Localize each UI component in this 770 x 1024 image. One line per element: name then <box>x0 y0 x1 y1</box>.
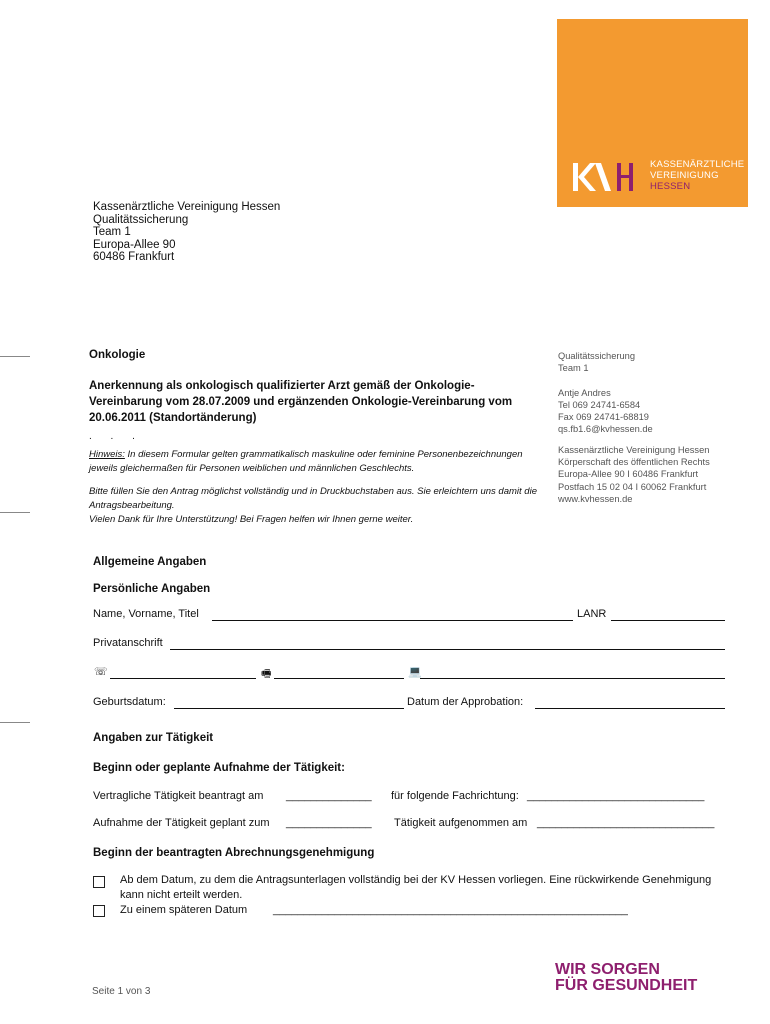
kv-logo-text <box>650 159 744 192</box>
specialty-field[interactable]: _____________________________ <box>527 790 705 802</box>
option2-checkbox[interactable] <box>93 905 105 917</box>
lanr-field[interactable] <box>611 620 725 621</box>
option2-label: Zu einem späteren Datum <box>120 904 248 916</box>
slogan-line-1: WIR SORGEN <box>555 961 660 978</box>
gender-note <box>89 448 549 476</box>
fax-field[interactable] <box>274 678 404 679</box>
logo-line-2: VEREINIGUNG <box>650 170 719 181</box>
started-field[interactable]: _____________________________ <box>537 817 715 829</box>
logo-line-3: HESSEN <box>650 181 691 192</box>
contact-fax: Fax 069 24741-68819 <box>558 412 649 423</box>
instructions <box>89 485 549 527</box>
name-label: Name, Vorname, Titel <box>93 608 199 620</box>
address-line-1: Kassenärztliche Vereinigung Hessen <box>93 201 281 213</box>
approbation-field[interactable] <box>535 708 725 709</box>
slogan <box>555 962 697 994</box>
started-label: Tätigkeit aufgenommen am <box>394 817 528 829</box>
specialty-label: für folgende Fachrichtung: <box>391 790 519 802</box>
note-label: Hinweis: <box>89 449 125 460</box>
phone-icon: ☏ <box>94 666 108 678</box>
section-billing: Beginn der beantragten Abrechnungsgenehmigung <box>93 847 375 859</box>
contact-org-type: Körperschaft des öffentlichen Rechts <box>558 457 710 468</box>
email-icon: 💻 <box>408 666 422 678</box>
address-line-5: 60486 Frankfurt <box>93 251 175 264</box>
contact-block <box>558 350 710 505</box>
birthdate-label: Geburtsdatum: <box>93 696 166 708</box>
section-activity: Angaben zur Tätigkeit <box>93 732 214 744</box>
kv-logo <box>557 19 748 207</box>
topic-heading: Onkologie <box>89 349 146 361</box>
address-line-3: Team 1 <box>93 226 131 239</box>
contact-postbox: Postfach 15 02 04 I 60062 Frankfurt <box>558 481 707 492</box>
contact-email[interactable]: qs.fb1.6@kvhessen.de <box>558 424 653 435</box>
contact-tel: Tel 069 24741-6584 <box>558 399 641 410</box>
contact-org: Kassenärztliche Vereinigung Hessen <box>558 444 710 455</box>
lanr-label: LANR <box>577 608 607 620</box>
contract-applied-field[interactable]: ______________ <box>286 790 372 802</box>
name-field[interactable] <box>212 620 573 621</box>
private-address-label: Privatanschrift <box>93 637 163 649</box>
planned-field[interactable]: ______________ <box>286 817 372 829</box>
subject-heading: Anerkennung als onkologisch qualifizierter Arzt gemäß der Onkologie-Vereinbarung vom 28.07.2009 und ergänzenden Onkologie-Vereinbarung vom 20.06.2011 (Standortänderung) <box>89 380 513 424</box>
fold-mark-3 <box>0 722 30 723</box>
section-general: Allgemeine Angaben <box>93 556 207 568</box>
address-line-2: Qualitätssicherung <box>93 213 189 226</box>
birthdate-field[interactable] <box>174 708 404 709</box>
contract-applied-label: Vertragliche Tätigkeit beantragt am <box>93 790 264 802</box>
contact-team: Team 1 <box>558 363 589 374</box>
email-field[interactable] <box>420 678 725 679</box>
option1-line-1: Ab dem Datum, zu dem die Antragsunterlagen vollständig bei der KV Hessen vorliegen. Eine rückwirkende Genehmigung <box>120 874 712 886</box>
contact-web[interactable]: www.kvhessen.de <box>558 493 633 504</box>
logo-line-1: KASSENÄRZTLICHE <box>650 159 745 170</box>
fold-mark-1 <box>0 356 30 357</box>
option1-line-2: kann nicht erteilt werden. <box>120 889 243 901</box>
option1-checkbox[interactable] <box>93 876 105 888</box>
address-line-4: Europa-Allee 90 <box>93 238 176 251</box>
contact-street: Europa-Allee 90 I 60486 Frankfurt <box>558 469 699 480</box>
recipient-address <box>93 201 280 264</box>
fold-mark-2 <box>0 512 30 513</box>
instructions-line-2: Vielen Dank für Ihre Unterstützung! Bei Fragen helfen wir Ihnen gerne weiter. <box>89 514 414 525</box>
fax-icon: 🖷 <box>261 668 272 680</box>
contact-name: Antje Andres <box>558 387 611 398</box>
instructions-line-1: Bitte füllen Sie den Antrag möglichst vollständig und in Druckbuchstaben aus. Sie erleichtern uns damit die Antragsbearbeitung. <box>89 486 537 511</box>
slogan-line-2: FÜR GESUNDHEIT <box>555 977 698 994</box>
approbation-label: Datum der Approbation: <box>407 696 524 708</box>
option2-date-field[interactable]: __________________________________________________________ <box>273 904 628 916</box>
contact-dept: Qualitätssicherung <box>558 351 635 361</box>
dots: . . . <box>89 431 143 442</box>
section-start: Beginn oder geplante Aufnahme der Tätigkeit: <box>93 762 345 774</box>
note-text: In diesem Formular gelten grammatikalisch maskuline oder feminine Personenbezeichnungen jeweils gleichermaßen für Personen weiblichen und männlichen Geschlechts. <box>89 449 523 474</box>
planned-label: Aufnahme der Tätigkeit geplant zum <box>93 817 270 829</box>
phone-field[interactable] <box>110 678 256 679</box>
page-number: Seite 1 von 3 <box>92 986 151 997</box>
kv-logo-mark-icon <box>573 161 635 193</box>
private-address-field[interactable] <box>170 649 725 650</box>
section-personal: Persönliche Angaben <box>93 583 211 595</box>
